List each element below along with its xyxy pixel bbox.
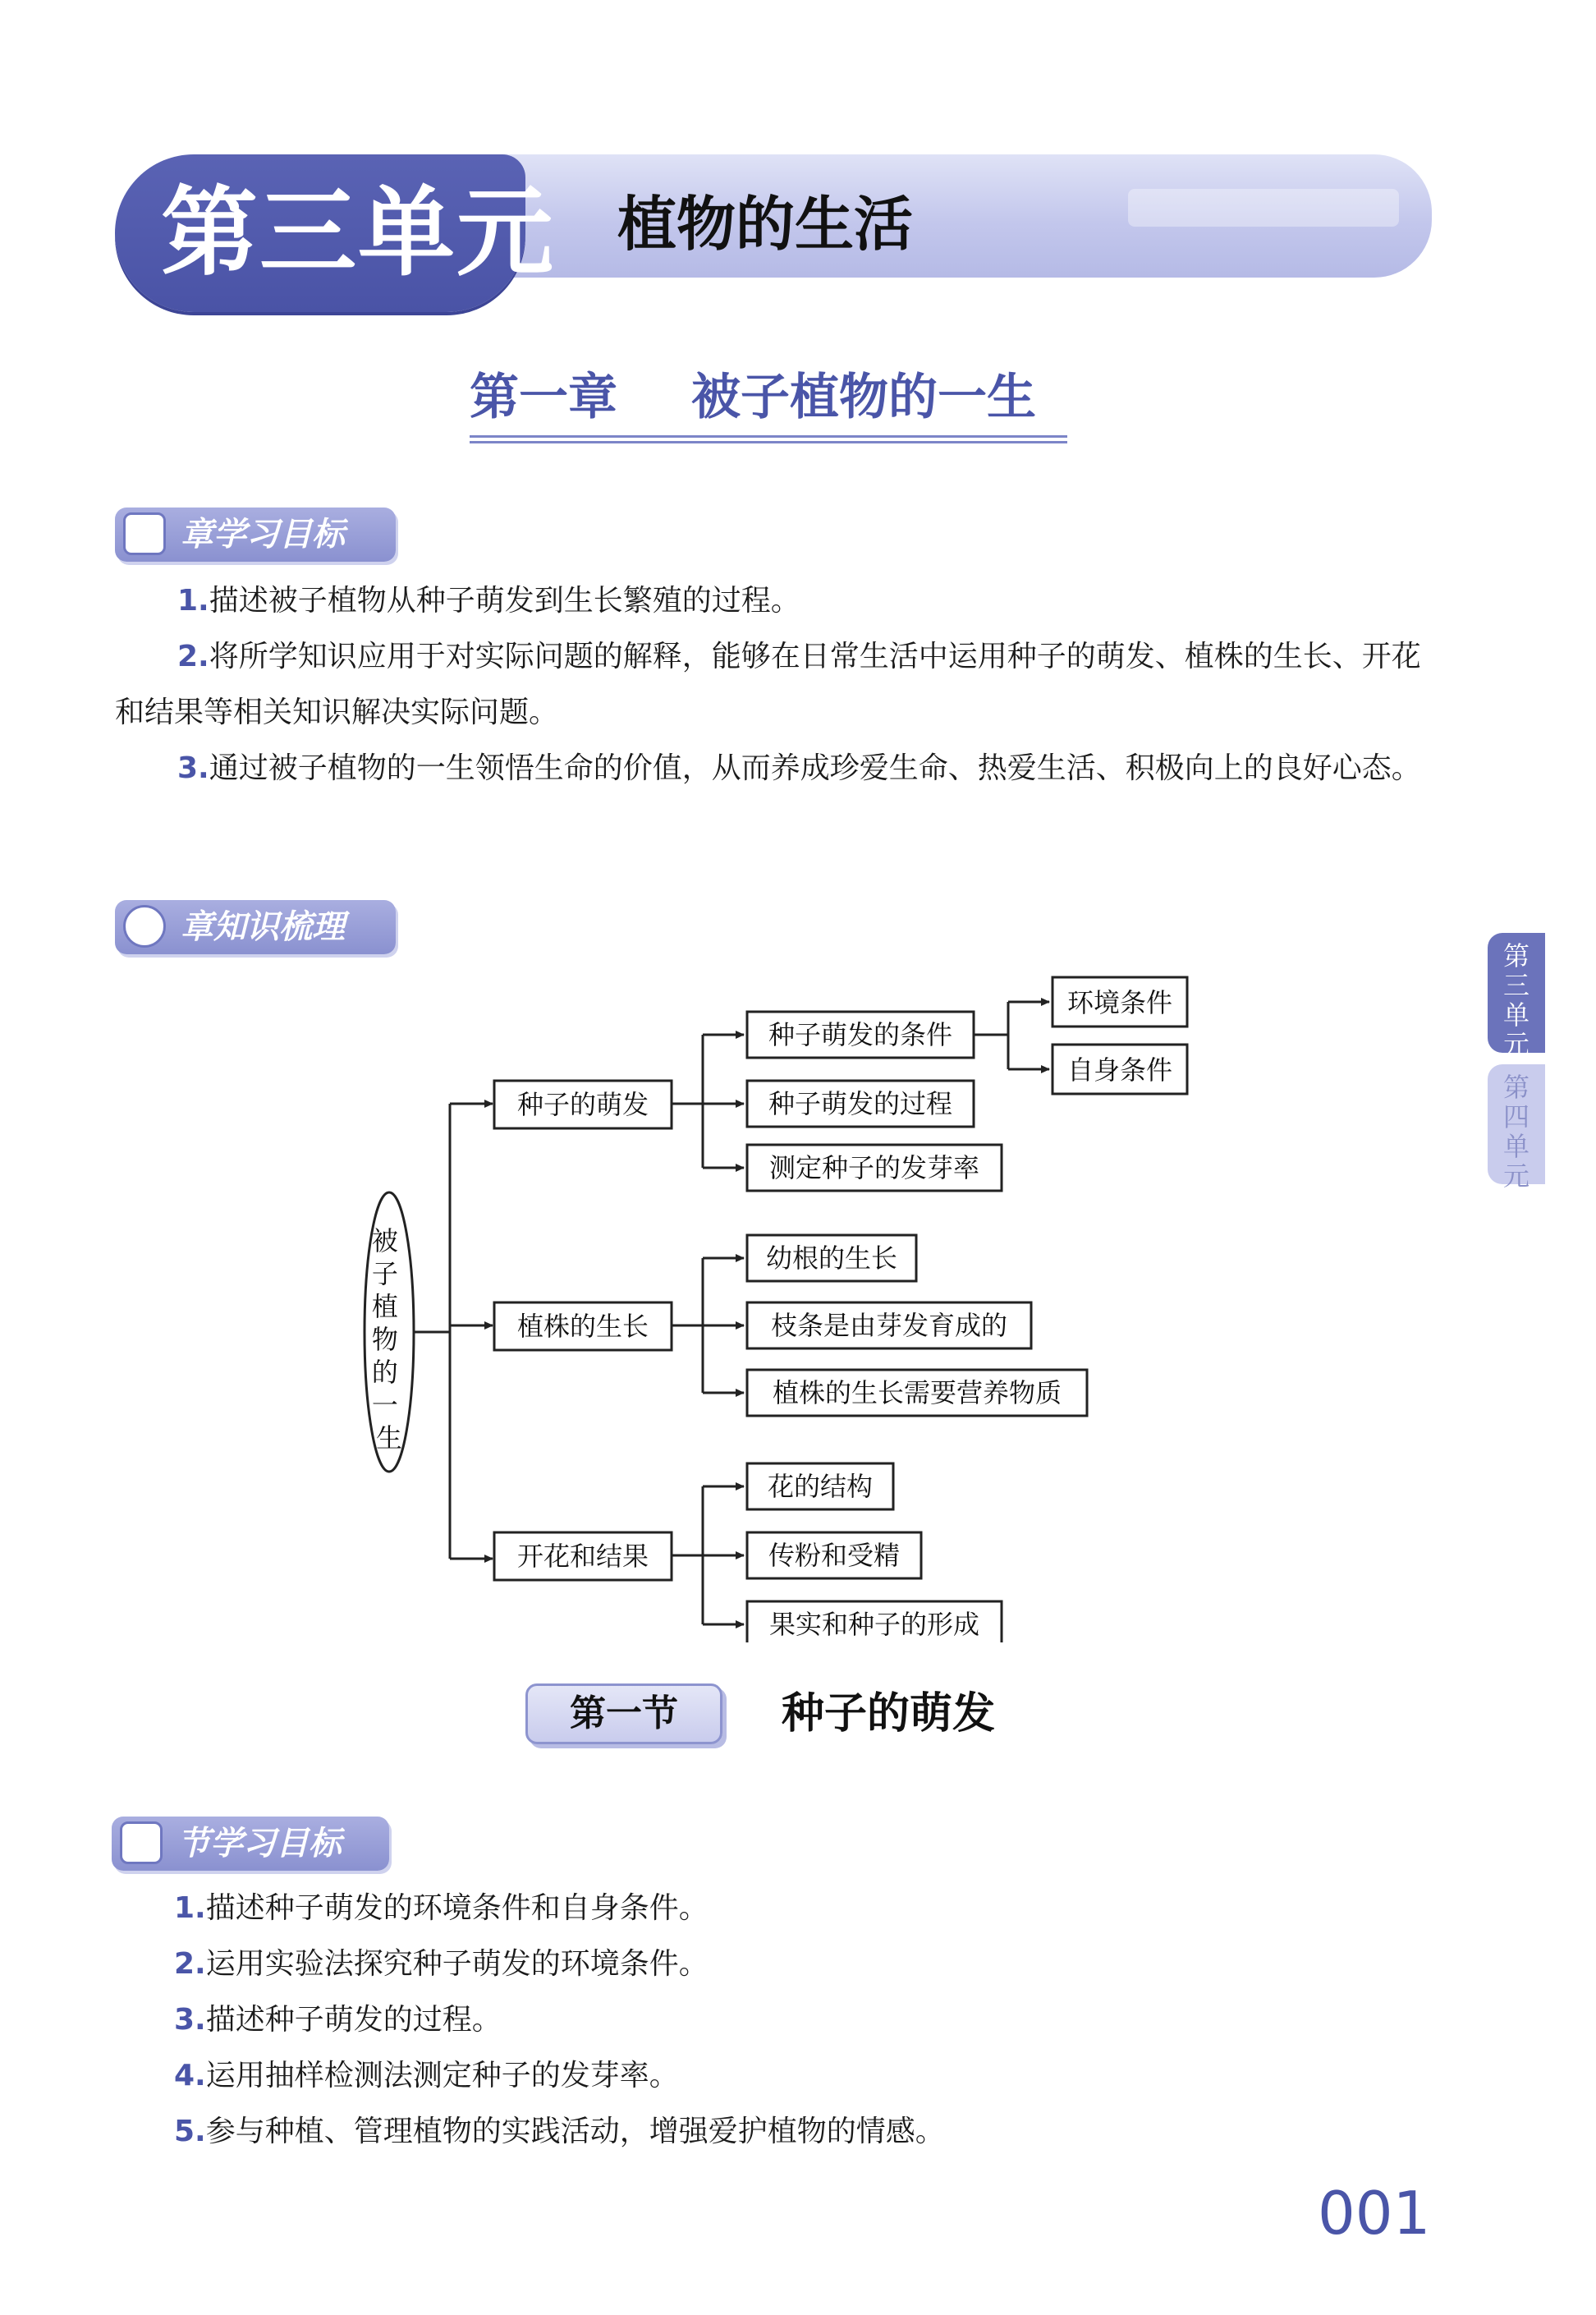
- leaf-label: 果实和种子的形成: [768, 1609, 980, 1640]
- section-goal-5-num: 5.: [174, 2115, 206, 2148]
- section-goal-1-num: 1.: [174, 1891, 206, 1925]
- section-goal-5-text: 参与种植、管理植物的实践活动，增强爱护植物的情感。: [205, 2115, 945, 2148]
- side-tab-char: 第: [1502, 1072, 1530, 1103]
- root-char: 植: [371, 1291, 398, 1322]
- side-tab-char: 元: [1502, 1160, 1530, 1192]
- unit-subtitle: 植物的生活: [617, 190, 914, 259]
- root-char: 被: [371, 1225, 398, 1256]
- section-goal-4-text: 运用抽样检测法测定种子的发芽率。: [205, 2059, 679, 2092]
- chapter-label: 第一章: [470, 369, 617, 426]
- branch-label: 开花和结果: [516, 1541, 649, 1572]
- chapter-goal-1-text: 描述被子植物从种子萌发到生长繁殖的过程。: [209, 584, 800, 618]
- section-goal-2-num: 2.: [174, 1947, 206, 1981]
- root-char: 一: [371, 1389, 398, 1421]
- section-title: 种子的萌发: [782, 1688, 996, 1739]
- side-tab-char: 单: [1502, 1131, 1530, 1162]
- chapter-title: 被子植物的一生: [691, 369, 1036, 426]
- root-char: 子: [371, 1258, 398, 1289]
- sub-label: 环境条件: [1066, 987, 1173, 1018]
- leaf-label: 幼根的生长: [765, 1242, 898, 1274]
- root-char: 生: [375, 1422, 403, 1454]
- leaf-label: 植株的生长需要营养物质: [772, 1377, 1062, 1408]
- chapter-goals-tag-label: 章学习目标: [181, 516, 345, 553]
- section-goal-5: [174, 2104, 1438, 2160]
- root-char: 的: [371, 1357, 398, 1388]
- section-goal-4: [174, 2048, 1438, 2104]
- chapter-goal-2-text: 将所学知识应用于对实际问题的解释，能够在日常生活中运用种子的萌发、植株的生长、开花和结果等相关知识解决实际问题。: [115, 640, 1421, 729]
- section-badge: 第一节: [525, 1683, 722, 1744]
- section-goal-2: [174, 1936, 1438, 1992]
- section-goal-3-text: 描述种子萌发的过程。: [205, 2003, 502, 2037]
- section-goal-2-text: 运用实验法探究种子萌发的环境条件。: [205, 1947, 709, 1981]
- section-goal-1-text: 描述种子萌发的环境条件和自身条件。: [205, 1891, 709, 1925]
- leaf-label: 种子萌发的条件: [768, 1019, 953, 1050]
- section-goal-3-num: 3.: [174, 2003, 206, 2037]
- leaf-label: 传粉和受精: [768, 1540, 901, 1571]
- chapter-goal-1-num: 1.: [177, 584, 209, 618]
- side-tab-char: 四: [1502, 1101, 1530, 1132]
- section-goals-tag-label: 节学习目标: [177, 1825, 342, 1863]
- side-tab-unit4[interactable]: [1488, 1064, 1545, 1192]
- section-goals-tag: [112, 1817, 389, 1871]
- section-goal-1: [174, 1881, 1438, 1936]
- side-tab-char: 元: [1502, 1029, 1530, 1060]
- side-tab-char: 单: [1502, 999, 1530, 1031]
- root-label: [372, 1225, 406, 1454]
- side-tab-unit3[interactable]: [1488, 933, 1545, 1060]
- root-char: 物: [371, 1324, 398, 1355]
- leaf-label: 测定种子的发芽率: [768, 1152, 980, 1183]
- chapter-goal-3-text: 通过被子植物的一生领悟生命的价值，从而养成珍爱生命、热爱生活、积极向上的良好心态。: [209, 751, 1421, 785]
- knowledge-map-tag-label: 章知识梳理: [181, 908, 345, 946]
- notepad-icon: [120, 1821, 163, 1864]
- sub-label: 自身条件: [1066, 1054, 1173, 1086]
- leaf-label: 花的结构: [767, 1471, 874, 1502]
- chapter-goal-3-num: 3.: [177, 751, 209, 785]
- leaf-label: 枝条是由芽发育成的: [770, 1310, 1008, 1341]
- page-number: 001: [1318, 2179, 1431, 2248]
- branch-label: 植株的生长: [516, 1311, 649, 1342]
- section-goal-4-num: 4.: [174, 2059, 206, 2092]
- side-tab-char: 三: [1502, 970, 1530, 1001]
- side-tab-char: 第: [1502, 940, 1530, 971]
- section-goal-3: [174, 1992, 1438, 2048]
- unit-title: 第三单元: [161, 176, 556, 289]
- chapter-goal-2-num: 2.: [177, 640, 209, 673]
- leaf-label: 种子萌发的过程: [768, 1088, 953, 1119]
- branch-label: 种子的萌发: [516, 1089, 649, 1120]
